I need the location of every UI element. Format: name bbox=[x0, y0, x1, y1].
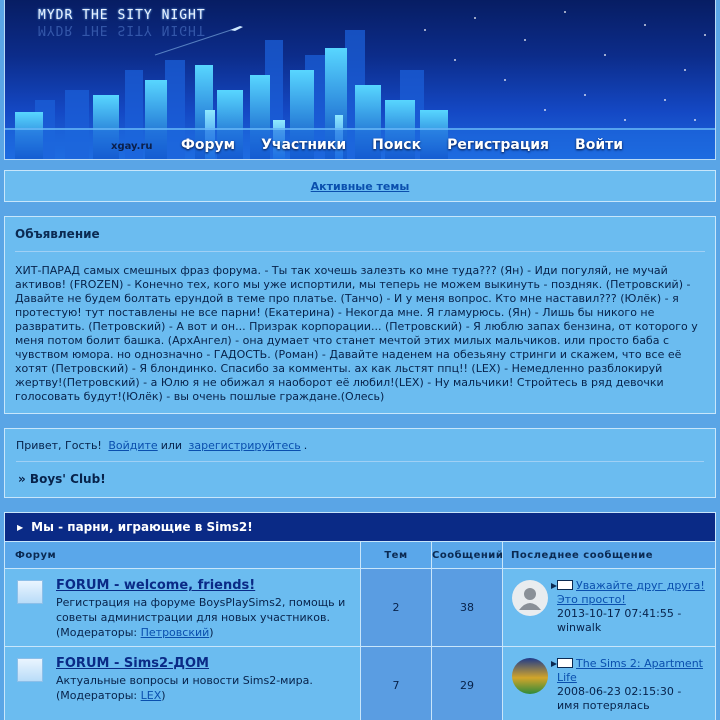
forum-title-link[interactable]: FORUM - Sims2-ДОМ bbox=[56, 656, 209, 671]
divider bbox=[16, 461, 704, 462]
table-row bbox=[5, 647, 715, 720]
nav-forum-link[interactable]: Форум bbox=[181, 137, 236, 153]
register-link[interactable]: зарегистрируйтесь bbox=[188, 439, 301, 452]
table-column-headers bbox=[5, 542, 715, 569]
go-to-post-icon[interactable] bbox=[557, 580, 573, 590]
forum-moderators bbox=[56, 689, 360, 702]
site-header bbox=[4, 0, 716, 160]
forum-description: Актуальные вопросы и новости Sims2-мира. bbox=[56, 674, 313, 687]
forum-info-cell bbox=[5, 569, 361, 646]
or-text: или bbox=[160, 439, 183, 452]
nav-search-link[interactable]: Поиск bbox=[372, 137, 422, 153]
site-logo-reflection: MYDR THE SITY NIGHT bbox=[38, 22, 206, 37]
period-text: . bbox=[303, 439, 308, 452]
forum-folder-icon bbox=[17, 580, 43, 604]
forum-category-table bbox=[4, 512, 716, 720]
moderators-prefix: (Модераторы: bbox=[56, 626, 141, 639]
announcement-panel bbox=[4, 216, 716, 414]
table-row bbox=[5, 569, 715, 647]
category-header[interactable] bbox=[5, 513, 715, 542]
last-post-author: winwalk bbox=[557, 621, 602, 634]
active-topics-link[interactable]: Активные темы bbox=[310, 180, 410, 193]
greeting-line bbox=[16, 439, 704, 452]
last-post-date: 2013-10-17 07:41:55 - bbox=[557, 607, 682, 620]
column-header-posts: Сообщений bbox=[432, 542, 503, 568]
post-count: 29 bbox=[432, 647, 503, 720]
announcement-text: ХИТ-ПАРАД самых смешных фраз форума. - Ты так хочешь залезть ко мне туда??? (Ян) - Иди погуляй, не мучай активов! (FROZEN) - Конечно тех, кого мы уже испортили, мы теперь не можем выкинуть - поздняк. (Петровский) - Давайте не будем болтать ерундой в теме про платье. (Танчо) - И у меня вопрос. Кто мне наставил??? (Юлёк) - я протестую! тут поставлены не все парни! (Екатерина) - Некогда мне. Я гламурюсь. (Ян) - Лишь бы никого не развратить. (Петровский) - А вот и он... Призрак корпорации... (Петровский) - Я люблю запах бензина, от которого у меня потом болит башка. (АрхАнгел) - она думает что станет мечтой этих милых мальчиков. или просто баба с чувством юмора. но однозначно - ГАДОСТЬ. (Роман) - Давайте наденем на обезьяну стринги и скажем, что все её хотят (Петровский) - Я блондинко. Спасибо за комменты. ах как льстят ппц!! (LEX) - Немедленно разблокируй жертву!(Петровский) - а Юлю я не обижал я наоборот её любил!(LEX) - Ну мальчики! Стройтесь в ряд девочки голосовать будут!(Юлёк) - вы очень пошлые граждане.(Олесь) bbox=[15, 264, 698, 403]
nav-login-link[interactable]: Войти bbox=[575, 137, 624, 153]
last-post-cell bbox=[503, 569, 715, 646]
last-post-date: 2008-06-23 02:15:30 - bbox=[557, 685, 682, 698]
divider bbox=[15, 251, 705, 252]
category-title: Мы - парни, играющие в Sims2! bbox=[31, 520, 253, 534]
guest-greeting-panel bbox=[4, 428, 716, 498]
column-header-topics: Тем bbox=[361, 542, 432, 568]
forum-moderators bbox=[56, 626, 360, 639]
collapse-arrow-icon[interactable]: ▶ bbox=[17, 523, 24, 532]
user-avatar[interactable] bbox=[512, 580, 548, 616]
forum-info-cell bbox=[5, 647, 361, 720]
moderators-prefix: (Модераторы: bbox=[56, 689, 141, 702]
site-domain-tag: xgay.ru bbox=[111, 141, 153, 152]
last-post-cell bbox=[503, 647, 715, 720]
last-post-author: имя потерялась bbox=[557, 699, 650, 712]
user-avatar[interactable] bbox=[512, 658, 548, 694]
greeting-text: Привет, Гость! bbox=[16, 439, 102, 452]
go-to-post-icon[interactable] bbox=[557, 658, 573, 668]
login-link[interactable]: Войдите bbox=[108, 439, 158, 452]
breadcrumb[interactable]: » Boys' Club! bbox=[18, 472, 106, 486]
moderator-link[interactable]: Петровский bbox=[140, 626, 210, 639]
nav-members-link[interactable]: Участники bbox=[261, 137, 347, 153]
forum-folder-icon bbox=[17, 658, 43, 682]
last-post-title-link[interactable]: Уважайте друг друга! Это просто! bbox=[557, 579, 705, 606]
moderators-suffix: ) bbox=[209, 626, 214, 639]
active-topics-bar bbox=[4, 170, 716, 202]
last-post-title-link[interactable]: The Sims 2: Apartment Life bbox=[557, 657, 703, 684]
column-header-forum: Форум bbox=[5, 542, 361, 568]
column-header-last-post: Последнее сообщение bbox=[511, 550, 653, 561]
forum-description: Регистрация на форуме BoysPlaySims2, помощь и советы администрации для новых участников. bbox=[56, 596, 346, 624]
post-count: 38 bbox=[432, 569, 503, 646]
main-nav bbox=[181, 137, 649, 153]
topic-count: 2 bbox=[361, 569, 432, 646]
topic-count: 7 bbox=[361, 647, 432, 720]
default-user-icon bbox=[512, 580, 548, 616]
forum-title-link[interactable]: FORUM - welcome, friends! bbox=[56, 578, 256, 593]
nav-register-link[interactable]: Регистрация bbox=[447, 137, 550, 153]
announcement-title: Объявление bbox=[15, 227, 100, 241]
moderator-link[interactable]: LEX bbox=[140, 689, 162, 702]
moderators-suffix: ) bbox=[161, 689, 166, 702]
site-logo-text: MYDR THE SITY NIGHT bbox=[38, 8, 206, 23]
